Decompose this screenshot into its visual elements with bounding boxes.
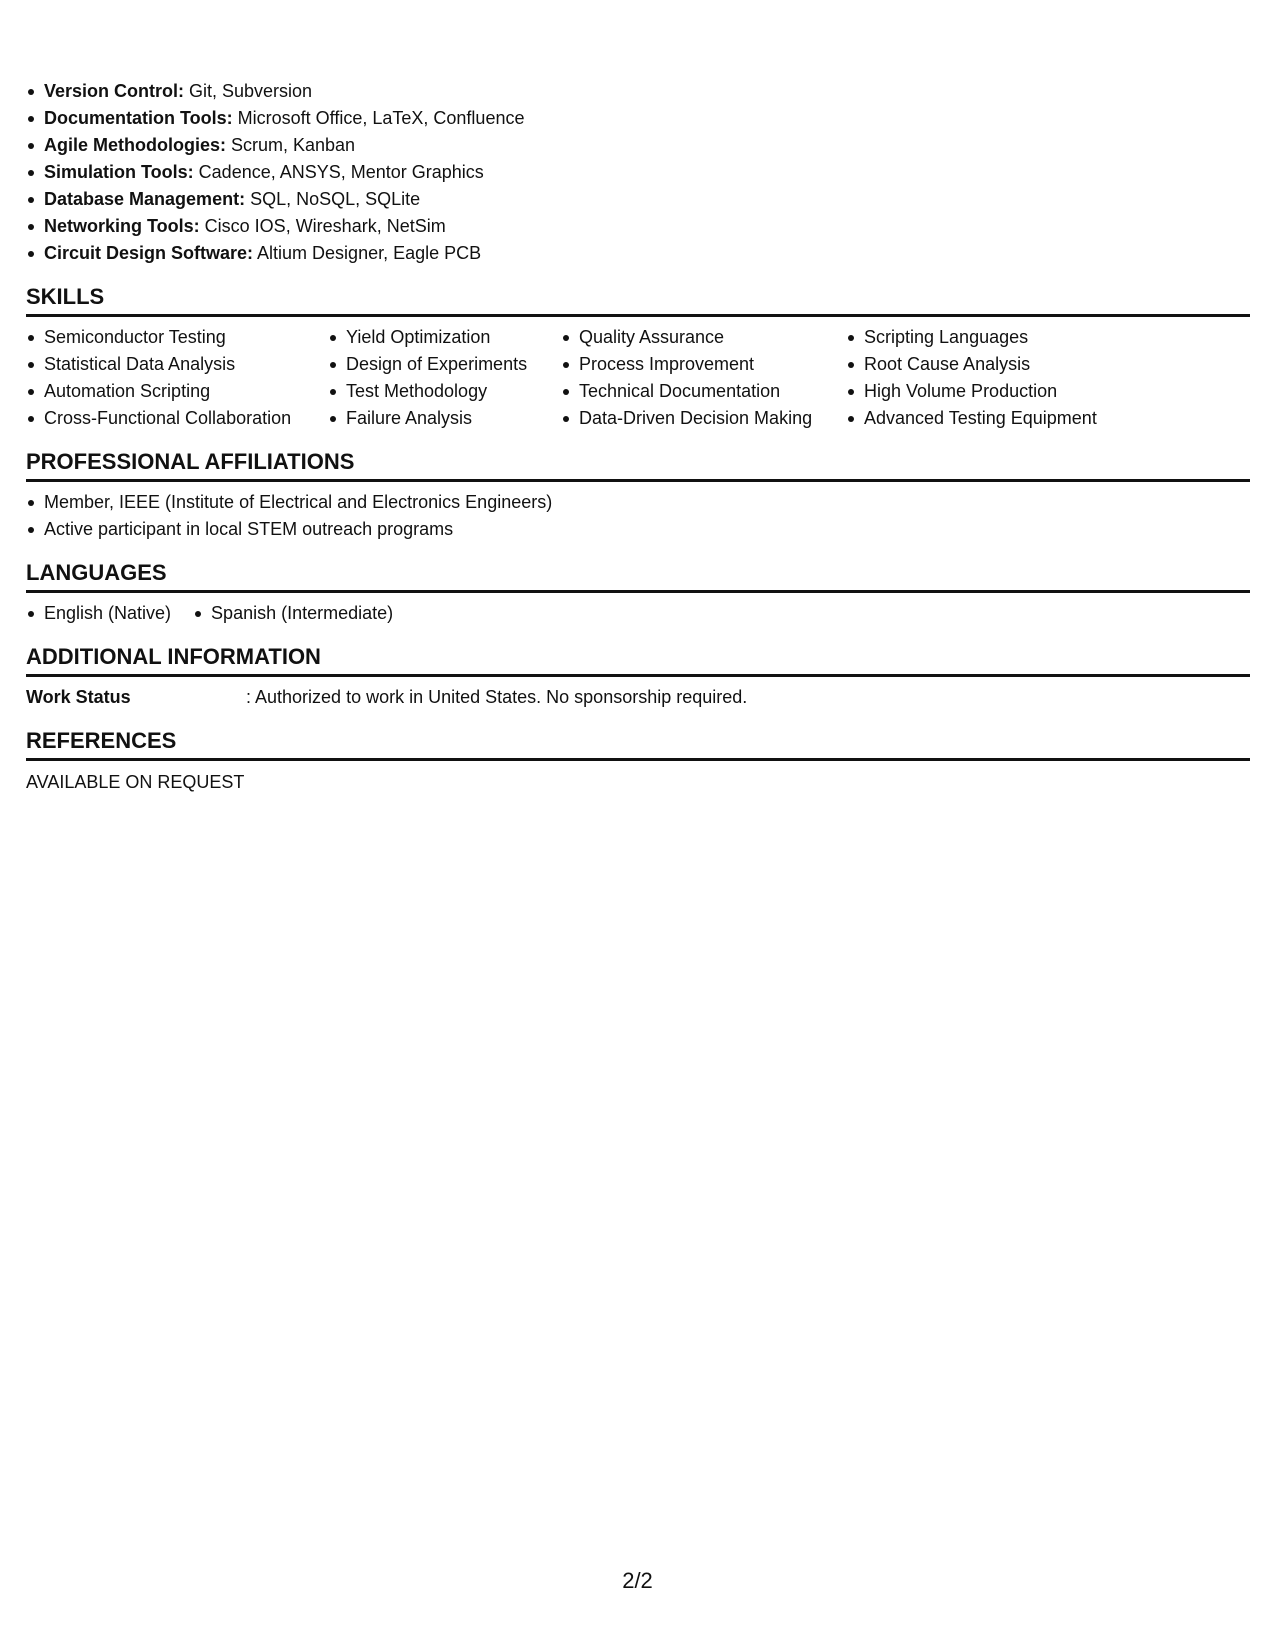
list-item: Active participant in local STEM outreach programs [26, 516, 1250, 543]
references-text: AVAILABLE ON REQUEST [26, 772, 245, 792]
list-item: Failure Analysis [328, 405, 561, 432]
skills-grid [26, 324, 1250, 432]
list-item: Yield Optimization [328, 324, 561, 351]
list-item: Version Control: Git, Subversion [26, 78, 1250, 105]
list-item: Design of Experiments [328, 351, 561, 378]
list-item: Scripting Languages [846, 324, 1136, 351]
resume-page [26, 78, 1250, 796]
section-title: PROFESSIONAL AFFILIATIONS [26, 448, 1250, 482]
affiliations-section [26, 448, 1250, 543]
list-item: Circuit Design Software: Altium Designer, Eagle PCB [26, 240, 1250, 267]
skills-column [561, 324, 846, 432]
list-item: Spanish (Intermediate) [193, 600, 393, 627]
list-item: Test Methodology [328, 378, 561, 405]
list-item: Networking Tools: Cisco IOS, Wireshark, NetSim [26, 213, 1250, 240]
skills-column [846, 324, 1136, 432]
tools-list [26, 78, 1250, 267]
page-number: 2/2 [622, 1568, 653, 1593]
skills-column [328, 324, 561, 432]
list-item: Advanced Testing Equipment [846, 405, 1136, 432]
work-status-label: Work Status [26, 687, 131, 707]
affiliations-list [26, 489, 1250, 543]
section-title: SKILLS [26, 283, 1250, 317]
list-item: English (Native) [26, 600, 171, 627]
list-item: Statistical Data Analysis [26, 351, 328, 378]
list-item: Documentation Tools: Microsoft Office, LaTeX, Confluence [26, 105, 1250, 132]
list-item: Automation Scripting [26, 378, 328, 405]
list-item: High Volume Production [846, 378, 1136, 405]
languages-section [26, 559, 1250, 627]
list-item: Member, IEEE (Institute of Electrical and Electronics Engineers) [26, 489, 1250, 516]
list-item: Agile Methodologies: Scrum, Kanban [26, 132, 1250, 159]
skills-section [26, 283, 1250, 432]
list-item: Data-Driven Decision Making [561, 405, 846, 432]
languages-list [26, 600, 1250, 627]
work-status-row [26, 684, 1250, 711]
work-status-value: : Authorized to work in United States. No sponsorship required. [246, 687, 748, 707]
section-title: REFERENCES [26, 727, 1250, 761]
additional-information-section [26, 643, 1250, 711]
list-item: Technical Documentation [561, 378, 846, 405]
list-item: Semiconductor Testing [26, 324, 328, 351]
list-item: Root Cause Analysis [846, 351, 1136, 378]
list-item: Database Management: SQL, NoSQL, SQLite [26, 186, 1250, 213]
list-item: Quality Assurance [561, 324, 846, 351]
references-section [26, 727, 1250, 796]
section-title: ADDITIONAL INFORMATION [26, 643, 1250, 677]
list-item: Cross-Functional Collaboration [26, 405, 328, 432]
list-item: Process Improvement [561, 351, 846, 378]
skills-column [26, 324, 328, 432]
list-item: Simulation Tools: Cadence, ANSYS, Mentor Graphics [26, 159, 1250, 186]
section-title: LANGUAGES [26, 559, 1250, 593]
